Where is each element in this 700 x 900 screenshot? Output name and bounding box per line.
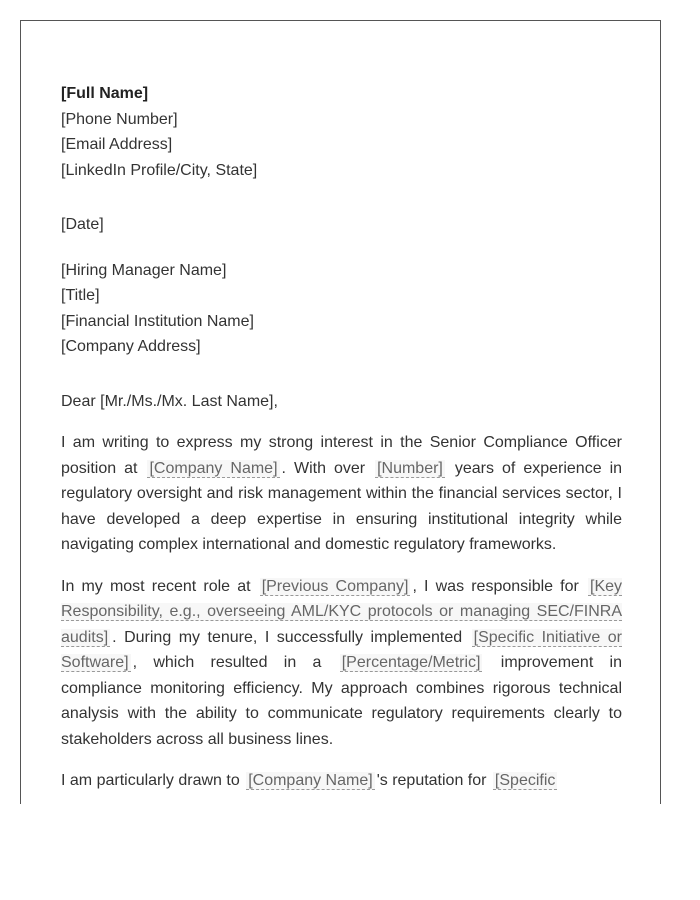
- paragraph-text: , which resulted in a: [132, 654, 322, 671]
- sender-full-name[interactable]: [Full Name]: [61, 85, 149, 102]
- placeholder-company-name[interactable]: [Company Name]: [248, 772, 373, 789]
- paragraph-text: . During my tenure, I successfully implemented: [112, 628, 463, 646]
- letter-date[interactable]: [Date]: [61, 216, 104, 233]
- placeholder-company-name[interactable]: [Company Name]: [149, 459, 278, 477]
- paragraph-text: improvement in compliance monitoring efficiency. My approach combines rigorous technical analysis with the ability to communicate regulatory requirements clearly to stakeholders across all business lines.: [61, 654, 623, 748]
- paragraph-text: 's reputation for: [376, 772, 487, 789]
- letter-page: [20, 20, 661, 804]
- paragraph-text: I am particularly drawn to: [61, 772, 240, 789]
- recipient-institution[interactable]: [Financial Institution Name]: [61, 312, 254, 330]
- recipient-title[interactable]: [Title]: [61, 287, 100, 304]
- paragraph-2: [61, 574, 622, 753]
- placeholder-key-responsibility[interactable]: [Key Responsibility, e.g., overseeing AML/KYC protocols or managing SEC/FINRA audits]: [61, 577, 623, 646]
- recipient-address[interactable]: [Company Address]: [61, 338, 201, 355]
- placeholder-previous-company[interactable]: [Previous Company]: [261, 577, 409, 595]
- paragraph-text: I am writing to express my strong interest in the Senior Compliance Officer position at: [61, 434, 622, 477]
- sender-linkedin-location[interactable]: [LinkedIn Profile/City, State]: [61, 161, 258, 179]
- letter-content: [61, 81, 622, 804]
- sender-email[interactable]: [Email Address]: [61, 136, 173, 153]
- recipient-hiring-manager[interactable]: [Hiring Manager Name]: [61, 261, 227, 279]
- paragraph-text: , I was responsible for: [412, 577, 579, 595]
- placeholder-specific[interactable]: [Specific: [494, 772, 556, 789]
- paragraph-text: In my most recent role at: [61, 577, 251, 595]
- paragraph-3: [61, 768, 622, 794]
- placeholder-specific-initiative[interactable]: [Specific Initiative or Software]: [61, 628, 623, 671]
- placeholder-percentage-metric[interactable]: [Percentage/Metric]: [341, 654, 481, 671]
- sender-phone[interactable]: [Phone Number]: [61, 110, 178, 128]
- paragraph-1: [61, 430, 622, 558]
- paragraph-text: . With over: [281, 459, 366, 477]
- salutation[interactable]: Dear [Mr./Ms./Mx. Last Name],: [61, 392, 278, 410]
- paragraph-text: years of experience in regulatory oversight and risk management within the financial services sector, I have developed a deep expertise in ensuring institutional integrity while navigating complex international and domestic regulatory frameworks.: [61, 459, 623, 553]
- placeholder-number[interactable]: [Number]: [377, 459, 443, 477]
